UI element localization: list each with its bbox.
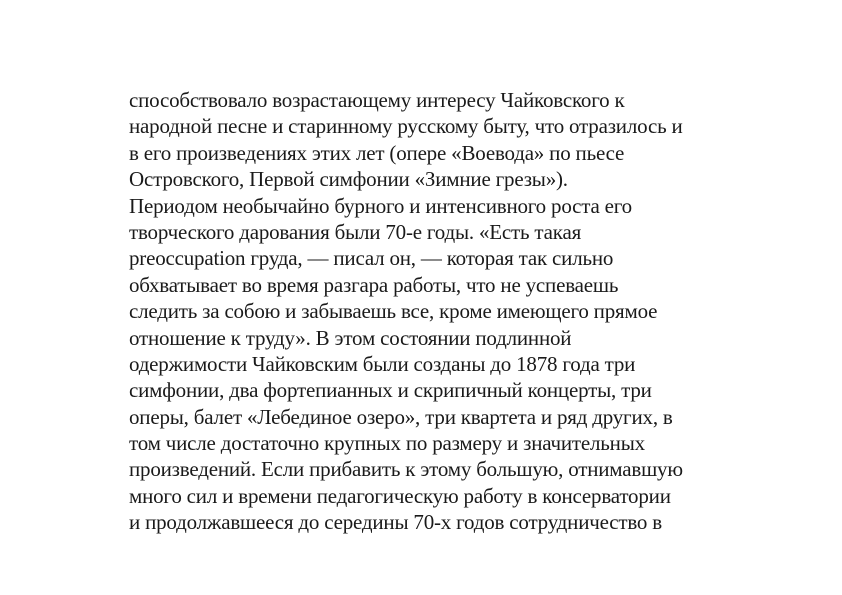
text-line: творческого дарования были 70-е годы. «Есть такая [129, 219, 582, 244]
text-line: произведений. Если прибавить к этому большую, отнимавшую [129, 457, 683, 482]
text-line: одержимости Чайковским были созданы до 1878 года три [129, 351, 636, 376]
text-line: следить за собою и забываешь все, кроме имеющего прямое [129, 299, 658, 324]
text-line: и продолжавшееся до середины 70-х годов сотрудничество в [129, 510, 662, 535]
text-line: симфонии, два фортепианных и скрипичный концерты, три [129, 378, 652, 403]
text-line: обхватывает во время разгара работы, что не успеваешь [129, 272, 619, 297]
text-line: Периодом необычайно бурного и интенсивного роста его [129, 193, 632, 218]
text-line: в его произведениях этих лет (опере «Воевода» по пьесе [129, 140, 625, 165]
text-line: Островского, Первой симфонии «Зимние грезы»). [129, 167, 568, 192]
text-line: оперы, балет «Лебединое озеро», три квартета и ряд других, в [129, 404, 673, 429]
body-text [129, 87, 729, 536]
text-line: том числе достаточно крупных по размеру и значительных [129, 431, 645, 456]
text-line: способствовало возрастающему интересу Чайковского к [129, 88, 625, 112]
text-line: preoccupation груда, — писал он, — которая так сильно [129, 246, 614, 271]
text-line: много сил и времени педагогическую работу в консерватории [129, 483, 671, 508]
text-line: отношение к труду». В этом состоянии подлинной [129, 325, 572, 350]
text-line: народной песне и старинному русскому быту, что отразилось и [129, 114, 683, 139]
